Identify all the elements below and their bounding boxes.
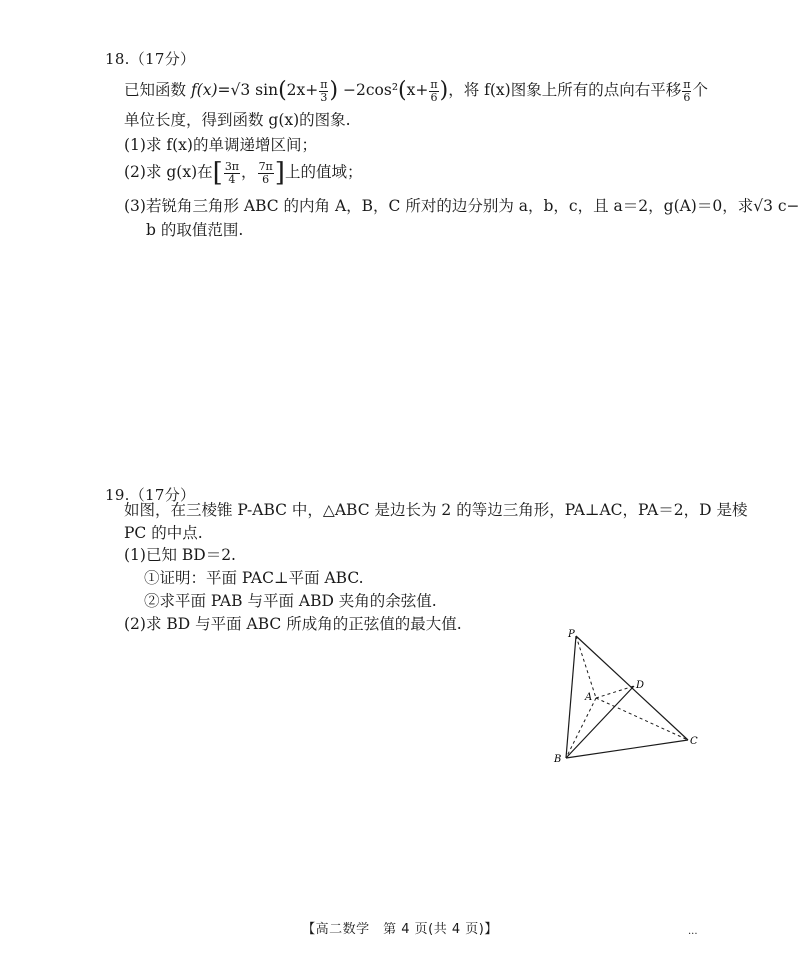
label-B: B <box>554 754 562 765</box>
sub-question-1-a: ①证明：平面 PAC⊥平面 ABC. <box>144 569 364 587</box>
sub-question-2: (2)求 BD 与平面 ABC 所成角的正弦值的最大值. <box>124 615 462 633</box>
sub-question-2: (2)求 g(x)在[ $\frac{3\pi}{4}$ ， $\frac{7\pi}{6}$ ]上的值域； <box>124 158 363 188</box>
fraction-3pi-over-4: $\frac{3\pi}{4}$ <box>224 159 240 186</box>
question-stem-line-2: PC 的中点. <box>124 524 203 542</box>
sub-question-1: (1)求 f(x)的单调递增区间； <box>124 136 317 154</box>
edge-BC <box>566 740 688 758</box>
fraction-pi-over-3: $\frac{\pi}{3}$ <box>320 77 328 104</box>
fraction-7pi-over-6: $\frac{7\pi}{6}$ <box>258 159 273 186</box>
sub-question-1: (1)已知 BD＝2. <box>124 546 236 564</box>
label-D: D <box>636 680 645 691</box>
edge-BD <box>566 686 634 758</box>
sub-question-1-b: ②求平面 PAB 与平面 ABD 夹角的余弦值. <box>144 592 437 610</box>
question-stem-line-1: 如图，在三棱锥 P-ABC 中，△ABC 是边长为 2 的等边三角形，PA⊥AC，PA＝2，D 是棱 <box>124 501 748 519</box>
label-P: P <box>568 629 575 640</box>
sub-question-3-cont: b 的取值范围. <box>146 221 244 239</box>
fraction-shift-pi-over-6: $\frac{\pi}{6}$ <box>683 77 691 104</box>
pyramid-figure <box>548 624 708 769</box>
fraction-pi-over-6: $\frac{\pi}{6}$ <box>430 77 438 104</box>
question-number: 19.（17分） <box>105 486 196 504</box>
edge-AC <box>596 698 688 740</box>
question-stem-line-2: 单位长度，得到函数 g(x)的图象. <box>124 111 351 129</box>
question-number: 18.（17分） <box>105 50 196 68</box>
label-A: A <box>585 692 593 703</box>
sub-question-3: (3)若锐角三角形 ABC 的内角 A，B，C 所对的边分别为 a，b，c，且 a＝2，g(A)＝0，求√3 c− <box>124 197 800 215</box>
page-footer: 【高二数学 第 4 页(共 4 页)】 <box>302 922 498 937</box>
label-C: C <box>690 736 698 747</box>
question-stem-line-1: 已知函数 f(x)=√3 sin(2x+ $\frac{\pi}{3}$ ) −2cos²(x+ $\frac{\pi}{6}$ )，将 f(x)图象上所有的点向右平移 $\frac{\pi}{6}$ 个 <box>124 77 708 104</box>
corner-mark: ... <box>688 926 698 937</box>
edge-PB <box>566 636 576 758</box>
